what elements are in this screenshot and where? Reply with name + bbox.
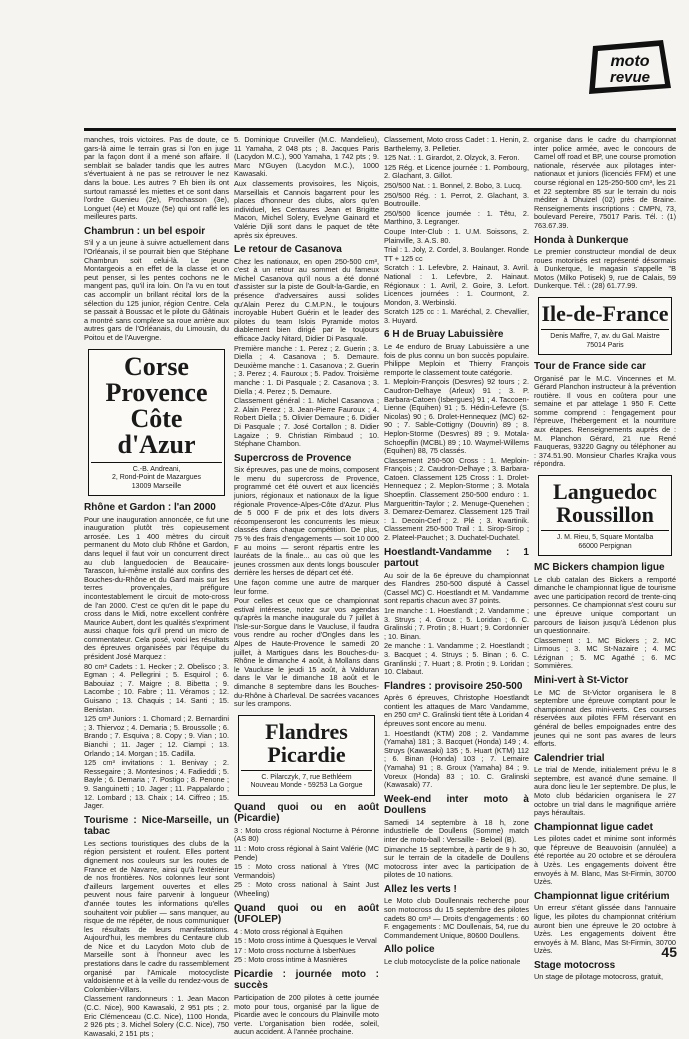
results: Classement randonneurs : 1. Jean Macon (C.C. Nice), 900 Kawasaki, 2 951 pts ; 2. Eric Clémenceau (C.C. Nice), 1100 Honda, 2 926 pts ; 3. Michel Solery (C.C. Nice), 750 Kawasaki, 2 151 pts ; <box>84 994 229 1038</box>
heading: Chambrun : un bel espoir <box>84 225 206 237</box>
paragraph: Six épreuves, pas une de moins, composent le menu du supercross de Provence, programmé cet été ouvert et aux licenciés juniors, régionaux et nationaux de la ligue régionale Provence-Alpes-Côte d'Azur. Plus de 5 000 F de prix et des lots divers récompenseront les concurrents les mieux classés dans chaque compétition. De plus, 75 % des frais d'engagements — soit 10 000 F au moins — seront répartis entre les lauréats de la finale... au cas où que les jeunes crossmen aux dents longs bousculer derrière les herses de départ cet été. <box>234 465 379 578</box>
results: Scratch : 1. Lefevbre, 2. Hainaut, 3. Avril. National : 1. Lefevbre, 2. Hainaut. Régionaux : 1. Avril, 2. Goire, 3. Lefort. Licences journées : 1. Courmont, 2. Mondon, 3. Werbinski. <box>384 263 529 307</box>
calendar-item: 4 : Moto cross régional à Equihen <box>234 926 343 936</box>
paragraph: Pour celles et ceux que ce championnat estival intéresse, notez sur vos agendas qu'après la manche inaugurale du 7 juillet à l'Isle-sur-Sorgue dans le Vaucluse, il faudra vous rendre au rocher d'Ongles dans les Alpes de Haute-Provence le samedi 20 juillet, à Martigues dans les Bouches-du-Rhône le dimanche 4 août, à Mollans dans le Vaucluse le jeudi 15 août, à Valduran dans le Var le dimanche 18 août et le dimanche 8 septembre dans les Bouches-du-Rhône à Charleval. De sacrées vacances sur les crampons. <box>234 596 379 709</box>
paragraph: Un erreur s'étant glissée dans l'annuaire ligue, les pilotes du championnat critérium auront bien une épreuve le 20 octobre à Uzès. Les engagements doivent être envoyés à M. Blanc, Mas St-Firmin, 30700 Uzès. <box>534 903 676 956</box>
paragraph: Organisé par le M.C. Vincennes et M. Gérard Planchon instructeur à la prévention routière. Il vous en coûtera pour une semaine et par attelage 1 950 F. Cette somme comprend : l'engagement pour l'épreuve, l'hébergement et la nourriture aux étapes. Renseignements auprès de : M. Planchon Gérard, 21 rue René Fauqueras, 93220 Gagny ou téléphoner au : 374.51.90. Monsieur Charles Krajka vous répondra. <box>534 373 676 469</box>
heading: Honda à Dunkerque <box>534 234 629 246</box>
column-3 <box>384 136 529 968</box>
paragraph: Pour une inauguration annoncée, ce fut une inauguration plutôt très copieusement arrosée. Les 1 400 mètres du circuit permanent du Moto club Rhône et Gardon, dans lequel il faut voir un concurrent direct au club languedocien de Beaucaire-Tarascon, lui-même installé aux confins des Bouches-du-Rhône et du Gard mais sur les terres provençales, préfigure incontestablement le circuit de moto-cross de l'an 2000. C'est ce qu'en dit le pape du cross dans le Midi, notre excellent confrère Maurice Aubert, dont les qualités s'expriment aussi chaque fois qu'il prend un micro de commentateur. Cela posé, voici les résultats des épreuves organisées par l'équipe du président José Marquez : <box>84 514 229 662</box>
results: Trial : 1. Joly, 2. Cordel, 3. Boulanger. Ronde TT + 125 cc <box>384 245 529 263</box>
column-1 <box>84 136 229 1039</box>
heading: Le retour de Casanova <box>234 244 342 256</box>
top-rule <box>84 128 676 131</box>
address-line: Nouveau Monde - 59253 La Gorgue <box>250 782 363 790</box>
heading: Allez les verts ! <box>384 883 457 895</box>
results: 125 Rég. et Licence journée : 1. Pombourg, 2. Glachant, 3. Gillot. <box>384 162 529 181</box>
heading: Calendrier trial <box>534 752 605 764</box>
region-address <box>541 329 669 350</box>
results: Coupe Inter-Club : 1. U.M. Soissons, 2. Plainville, 3. A.S. 80. <box>384 226 529 245</box>
paragraph: Samedi 14 septembre à 18 h, zone industrielle de Doullens (Somme) match inter de moto-ball : Versaille - Beloeil (B). <box>384 817 529 844</box>
results: 250/500 licence journée : 1. Têtu, 2. Marthino, 3. Legranger. <box>384 208 529 227</box>
heading: Tour de France side car <box>534 361 647 372</box>
heading: Stage motocross <box>534 959 616 971</box>
address-line: 75014 Paris <box>586 341 624 349</box>
region-name: Flandres Picardie <box>265 718 348 767</box>
results: 125 Nat. : 1. Girardot, 2. Olzyck, 3. Feron. <box>384 153 520 163</box>
paragraph: Dimanche 15 septembre, à partir de 9 h 30, sur le terrain de la citadelle de Doullens motocross inter avec la participation de pilotes de 10 nations. <box>384 844 529 880</box>
results: 2e manche : 1. Vandamme ; 2. Hoestlandt ; 3. Bacquet ; 4. Struys ; 5. Binan ; 6. C. Granlinski ; 7. Huart ; 8. Protin ; 9. Loridan ; 10. Clabaut. <box>384 641 529 677</box>
results: 80 cm³ Cadets : 1. Hecker ; 2. Obelisco ; 3. Egman ; 4. Pellegrini ; 5. Esquirol ; 6. Babouiaz ; 7. Maigre ; 8. Bibetta ; 9. Lacombe ; 10. Fabre ; 11. Véramos ; 12. Guisano ; 13. Chaquis ; 14. Santi ; 15. Benistan. <box>84 661 229 714</box>
paragraph: Participation de 200 pilotes à cette journée moto pour tous, organisé par la ligue de Picardie avec le concours du Plainville moto verte. L'organisation bien rodée, soleil, aucun accident. À l'année prochaine. <box>234 992 379 1037</box>
paragraph: Le MC de St-Victor organisera le 8 septembre une épreuve comptant pour le championnat des mini-verts. Ces courses réservées aux pilotes FFM réservant en général de belles empoignades entre des jeunes qui ne sont pas avares de leurs efforts. <box>534 687 676 749</box>
heading: Supercross de Provence <box>234 452 352 464</box>
region-address <box>541 530 669 551</box>
region-address <box>241 770 372 791</box>
heading: Flandres : provisoire 250-500 <box>384 680 523 692</box>
calendar-item: 15 : Moto cross intime à Quesques le Verval <box>234 936 377 946</box>
calendar-item: 17 : Moto cross nocturne à IsberNues <box>234 945 356 955</box>
paragraph: Aux classements provisoires, les Niçois, Marseillais et Cannois bagarrent pour les places d'honneur des clubs, alors qu'en individuel, les Centaures Jean et Brigitte Macon, Michel Solery, Evelyne Gainard et Valérie Djili sont dans le paquet de tête après six épreuves. <box>234 178 379 240</box>
paragraph: Le club catalan des Bickers a remporté dimanche le championnat ligue de tourisme avec une participation record de trente-cinq personnes. Ce championnat s'est couru sur une épreuve unique comportant un parcours de liaison jusqu'à Lédenon plus un questionnaire. <box>534 574 676 636</box>
calendar-item: 3 : Moto cross régional Nocturne à Péronne (AS 80) <box>234 825 379 844</box>
paragraph: Au soir de la 6e épreuve du championnat des Flandres 250-500 disputé à Cassel (Cassel MC) C. Hoestlandt et M. Vandamme sont repartis chacun avec 37 points. <box>384 570 529 606</box>
results: Classement général : 1. Michel Casanova ; 2. Alain Perez ; 3. Jean-Pierre Fauroux ; 4. Robert Diella ; 5. Olivier Demaure ; 6. Didier Di Pasquale ; 7. José Cortallon ; 8. Didier Lagaize ; 9. Christian Rimbaud ; 10. Stéphane Chambon. <box>234 396 379 449</box>
heading: Mini-vert à St-Victor <box>534 675 629 687</box>
logo-text-2: revue <box>609 69 651 86</box>
logo-text-1: moto <box>610 53 650 70</box>
results: 125 cm³ invitations : 1. Benivay ; 2. Ressegaire ; 3. Montesinos ; 4. Fadieddi ; 5. Bayle ; 6. Demaria ; 7. Postigo ; 8. Penone ; 9. Sanguinetti ; 10. Jager ; 11. Pappalardo ; 12. Lombard ; 13. Chaix ; 14. Ciffreo ; 15. Jager. <box>84 758 229 811</box>
heading: Week-end inter moto à Doullens <box>384 793 529 817</box>
heading: Rhône et Gardon : l'an 2000 <box>84 502 216 514</box>
paragraph: manches, trois victoires. Pas de doute, ce gars-là aime le terrain gras si l'on en juge par la façon dont il a mené son affaire. Il semblait se balader tandis que les autres s'évertuaient à ne pas se retrouver le nez dans la boue. Les autres ? Eh bien ils ont surtout ramassé les miettes et ce sont dans l'ordre Guenieu (2e), Prochasson (3e), Longuet (4e) et Mouze (5e) qui ont raflé les meilleures parts. <box>84 135 229 222</box>
results: 1re manche : 1. Hoestlandt ; 2. Vandamme ; 3. Struys ; 4. Groux ; 5. Loridan ; 6. C. Gralinski ; 7. Protin ; 8. Huart ; 9. Cordonnier ; 10. Binan. <box>384 606 529 641</box>
paragraph: Le Moto club Doullennais recherche pour son motocross du 15 septembre des pilotes cadets 80 cm³ — Droits d'engagements : 60 F. engagements : MC Doullenais, 54, rue du Commandement Unique, 80600 Doullens. <box>384 896 529 940</box>
address-line: C.-B. Andreani, <box>132 465 181 473</box>
region-box-languedoc <box>538 475 672 556</box>
calendar-item: 25 : Moto cross intime à Masnières <box>234 955 348 965</box>
results: 1. Hoestlandt (KTM) 208 ; 2. Vandamme (Yamaha) 181 ; 3. Bacquet (Honda) 149 ; 4. Struys (Kawasaki) 135 ; 5. Huart (KTM) 112 ; 6. Binan (Honda) 103 ; 7. Lemaire (Yamaha) 91 ; 8. Groux (Yamaha) 84 ; 9. Voreux (Honda) 83 ; 10. C. Gralinski (Kawasaki) 77. <box>384 728 529 790</box>
paragraph: Un stage de pilotage motocross, gratuit, <box>534 972 663 982</box>
region-box-corse <box>88 349 225 497</box>
address-line: J. M. Rieu, 5, Square Montalba <box>556 534 654 542</box>
region-box-flandres <box>238 715 375 796</box>
paragraph: Le club motocycliste de la police nationale <box>384 956 521 966</box>
results: Première manche : 1. Perez ; 2. Guerin ; 3. Diella ; 4. Casanova ; 5. Demaure. Deuxième manche : 1. Casanova ; 2. Guerin ; 3. Perez ; 4. Fauroux ; 5. Padov. Troisième manche : 1. Di Pasquale ; 2. Casanova ; 3. Diella ; 4. Perez ; 5. Demaure. <box>234 343 379 396</box>
paragraph: Une façon comme une autre de marquer leur forme. <box>234 577 379 596</box>
heading: Picardie : journée moto : succès <box>234 968 379 992</box>
calendar-item: 15 : Moto cross national à Ytres (MC Vermandois) <box>234 862 379 880</box>
region-address <box>91 462 222 492</box>
heading: Allo police <box>384 944 435 956</box>
results: Classement 250-500 Cross : 1. Meploin-François ; 2. Caudron-Delhaye ; 3. Barbara-Catoen. Classement 125 Cross : 1. Drolet-Hennequez ; 2. Meplon-Storme ; 3. Motala Shoeptlin. Classement 250-500 enduro : 1. Marguerittin-Taylor ; 2. Menuge-Quenehen ; 3. Demarez-Demarez. Classement 125 Trail : 1. Decoin-Cerf ; 2. Plé ; 3. Kwartinik. Classement 250-500 Trail : 1. Sirop-Sirop ; 2. Plateel-Pauchet ; 3. Duchatel-Duchatel. <box>384 455 529 543</box>
address-line: 66000 Perpignan <box>578 542 632 550</box>
address-line: 2, Rond-Point de Mazargues <box>111 474 202 482</box>
results: Classement : 1. MC Bickers ; 2. MC Lirmous ; 3. MC St-Nazaire ; 4. MC Lézignan ; 5. MC Agathé ; 6. MC Sommières. <box>534 635 676 671</box>
heading: Hoestlandt-Vandamme : 1 partout <box>384 546 529 570</box>
results: 250/500 Nat. : 1. Bonnel, 2. Bobo, 3. Lucq. <box>384 180 522 190</box>
paragraph: organise dans le cadre du championnat inter police armée, avec le concours de Camel off road et BP, une course promotion nationale, réservée aux pilotages inter-nationaux et juniors (licenciés FFM) et une course régional en 125-250-500 cm³, les 21 et 22 septembre 85 sur le terrain du nois méditer à Dhuizel (02) près de Braine. Renseignements inscriptions : CMPN, 73, boulevard Pereire, 75017 Paris. Tél. : (1) 763.67.39. <box>534 135 676 230</box>
heading: Quand quoi ou en août (Picardie) <box>234 801 379 825</box>
paragraph: Après 6 épreuves, Christophe Hoestlandt contient les attaques de Marc Vandamme, en 250 cm³ C. Gralinski tient tête à Loridan 4 épreuves sont encore au menu. <box>384 693 529 729</box>
results: 250/500 Rég. : 1. Perrot, 2. Glachant, 3. Boutrouille. <box>384 190 529 209</box>
heading: Championnat ligue critérium <box>534 890 670 902</box>
moto-revue-logo <box>583 38 675 96</box>
paragraph: Le trial de Mende, initialement prévu le 8 septembre, est avancé d'une semaine. Il aura donc lieu le 1er septembre. De plus, le Moto club bédaricien organisera le 27 octobre un trial dans le magnifique arrière pays héraultais. <box>534 765 676 818</box>
region-box-ile-de-france <box>538 297 672 355</box>
heading: MC Bickers champion ligue <box>534 562 665 574</box>
calendar-item: 11 : Moto cross régional à Saint Valérie (MC Pende) <box>234 844 379 862</box>
paragraph: Les sections touristiques des clubs de la région persistent et roulent. Elles portent dignement nos couleurs sur les routes de France et de Navarre, ainsi qu'à l'extérieur de nos frontières. Nos colonnes leur sont d'ailleurs largement ouvertes et elles peuvent nous faire parvenir à longueur d'année toutes les informations qu'elles souhaitent voir publier — sans manquer, au risque de me répéter, de nous communiquer les résultats de leurs manifestations. Aujourd'hui, les membres du Centaure club de Nice et du Lacydon Moto club de Marseille sont à l'honneur avec les prestations dans le cadre du rassemblement organisé par l'Amicale motocycliste valdoisienne et à la veille du rendez-vous de Colombier-Villars. <box>84 838 229 994</box>
address-line: 13009 Marseille <box>131 482 182 490</box>
paragraph: Les pilotes cadet et minime sont informés que l'épreuve de Beauvoisin (annulée) a été reportée au 20 octobre et se déroulera à Uzès. Les engagements doivent être envoyés à M. Blanc, Mas St-Firmin, 30700 Uzès. <box>534 834 676 887</box>
paragraph: S'il y a un jeune à suivre actuellement dans l'Orléanais, il se pourrait bien que Stéphane Chambrun soit celui-là. Le jeune Montargeois a en effet de la classe et on peut penser, si les pentes cochons ne le mangent pas, qu'il ira loin. On l'a vu en tout cas accomplir un brillant récital lors de la sélection du 125 junior, région Centre. Cela se passait à Boussac et le pilote du Gâtinais a montré sans complexe sa roue arrière aux autres gars de l'Orléanais, du Limousin, du Poitou et de l'Auvergne. <box>84 238 229 342</box>
results: 1. Meploin-François (Desvres) 92 tours ; 2. Caudron-Delhaye (Arleux) 91 ; 3. P. Barbara-Catoen (Isbergues) 91 ; 4. Taccoen-Lienne (Equihen) 91 ; 5. Hédin-Lefevre (S. Nicolas) 90 ; 6. Drolet-Hennequez (MC) 62-90 ; 7. Sable-Cottigny (Douvrin) 89 ; 8. Heplon-Storme (Desvres) 89 ; 9. Motala-Schoepflin (MCBL) 89 ; 10. Waymel-Willems (Equihen) 88, 75 classés. <box>384 377 529 456</box>
heading: Tourisme : Nice-Marseille, un tabac <box>84 814 229 838</box>
region-name: Ile-de-France <box>541 301 669 326</box>
results: 125 cm³ Juniors : 1. Chomard ; 2. Bernardini ; 3. Thiervoz ; 4. Demaria ; 5. Broussolle ; 6. Brando ; 7. Esquiva ; 8. Copy ; 9. Vian ; 10. Bianchi ; 11. Jager ; 12. Ciampi ; 13. Orlando ; 14. Morgan ; 15. Cadilla. <box>84 714 229 758</box>
page-number: 45 <box>661 944 677 960</box>
paragraph: Chez les nationaux, en open 250-500 cm³, c'est à un retour au sommet du fameux Michel Casanova qu'il nous a été donné d'assister sur la piste de Goult-la-Gardie, en présence d'adversaires aussi solides qu'Alain Perez du C.M.P.N., le toujours incroyable Hubert Guérin et le leader des pilotes du team Islois Pyramide motos diablement bien dirigé par le toujours efficace Jacky Nitard, Didier Di Pasquale. <box>234 256 379 343</box>
column-2 <box>234 136 379 1038</box>
calendar-item: 25 : Moto cross national à Saint Just (Wheeling) <box>234 880 379 898</box>
paragraph: Le premier constructeur mondial de deux roues motorisés est représenté désormais à Dunkerque, le magasin s'appelle "B Motos (Milko Potisek) 9, rue de Calais, 59 Dunkerque. Tél. : (28) 61.77.99. <box>534 247 676 291</box>
heading: Championnat ligue cadet <box>534 821 653 833</box>
address-line: Denis Maffre, 7, av. du Gal. Maistre <box>550 333 660 340</box>
paragraph: 5. Dominique Cruveiller (M.C. Mandelieu), 11 Yamaha, 2 048 pts ; 8. Jacques Paris (Lacydon M.C.), 900 Yamaha, 1 742 pts ; 9. Marc N'Guyen (Lacydon M.C.), 1000 Kawasaki. <box>234 135 379 179</box>
region-name: Languedoc Roussillon <box>553 479 657 528</box>
heading: Quand quoi ou en août (UFOLEP) <box>234 902 379 926</box>
address-line: C. Pilarczyk, 7, rue Bethléem <box>261 773 352 781</box>
page-header <box>0 0 689 100</box>
results: Classement, Moto cross Cadet : 1. Henin, 2. Barthelemy, 3. Pelletier. <box>384 135 529 153</box>
region-name: Corse Provence Côte d'Azur <box>105 351 208 459</box>
paragraph: Le 4e enduro de Bruay Labuissière a une fois de plus connu un bon succès populaire. Philippe Meploin et Thierry François remporte le classement toute catégorie. <box>384 341 529 377</box>
results: Scratch 125 cc : 1. Maréchal, 2. Chevallier, 3. Huyard. <box>384 307 529 325</box>
heading: 6 H de Bruay Labuissière <box>384 329 504 341</box>
column-4 <box>534 136 676 983</box>
